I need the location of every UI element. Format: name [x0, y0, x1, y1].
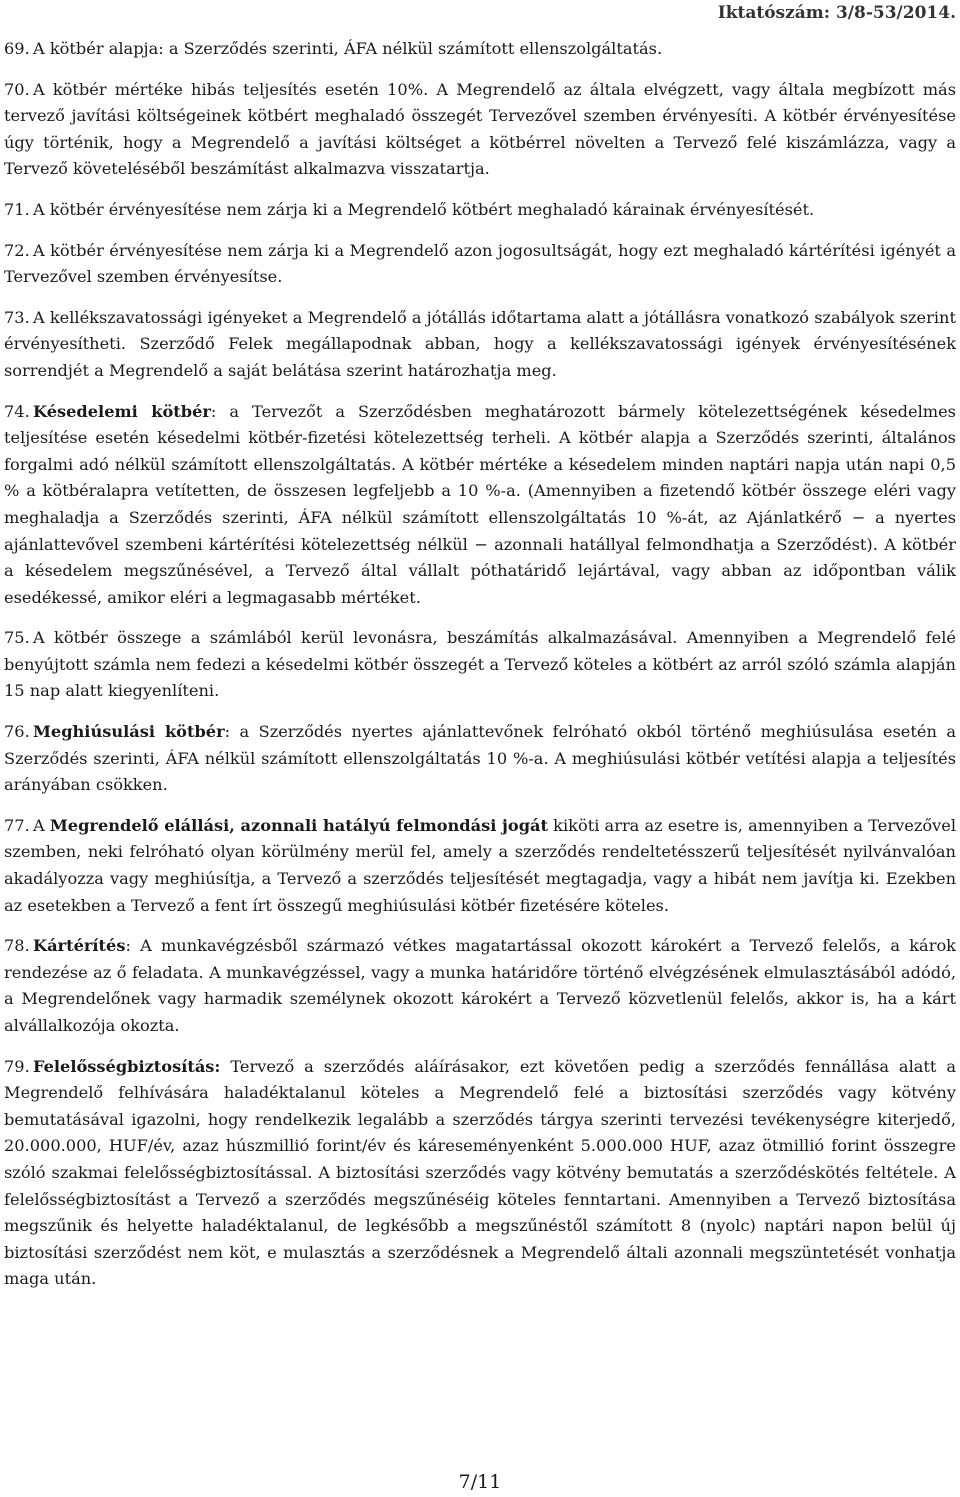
paragraph-number: 74.	[4, 401, 30, 421]
paragraph-text: A kötbér érvényesítése nem zárja ki a Megrendelő kötbért meghaladó kárainak érvényesítését.	[33, 199, 815, 219]
paragraph-number: 73.	[4, 307, 30, 327]
paragraph-78	[4, 933, 956, 1039]
paragraph-79	[4, 1054, 956, 1293]
page-number: 7/11	[458, 1471, 502, 1493]
paragraph-text: : a Szerződés nyertes ajánlattevőnek felróható okból történő meghiúsulása esetén a Szerződés szerinti, ÁFA nélkül számított ellenszolgáltatás 10 %-a. A meghiúsulási kötbér vetítési alapja a teljesítés arányában csökken.	[4, 722, 956, 795]
paragraph-number: 70.	[4, 79, 30, 99]
paragraph-text: A kötbér alapja: a Szerződés szerinti, ÁFA nélkül számított ellenszolgáltatás.	[33, 39, 663, 58]
paragraph-text: A kötbér összege a számlából kerül levonásra, beszámítás alkalmazásával. Amennyiben a Megrendelő felé benyújtott számla nem fedezi a késedelmi kötbér összegét a Tervező köteles a kötbért az arról szóló számla alapján 15 nap alatt kiegyenlíteni.	[4, 628, 956, 701]
paragraph-number: 72.	[4, 240, 30, 260]
paragraph-heading: Megrendelő elállási, azonnali hatályú felmondási jogát	[49, 815, 548, 835]
paragraph-75	[4, 625, 956, 705]
paragraph-number: 78.	[4, 936, 30, 956]
paragraph-prefix: A	[33, 815, 50, 835]
paragraph-number: 77.	[4, 815, 30, 835]
document-body	[4, 36, 956, 1307]
registration-number: Iktatószám: 3/8-53/2014.	[717, 3, 956, 23]
paragraph-73	[4, 305, 956, 385]
paragraph-71	[4, 197, 956, 224]
paragraph-heading: Meghiúsulási kötbér	[33, 722, 225, 742]
paragraph-text: A kellékszavatossági igényeket a Megrendelő a jótállás időtartama alatt a jótállásra vonatkozó szabályok szerint érvényesítheti. Szerződő Felek megállapodnak abban, hogy a kellékszavatossági igények érvényesítésének sorrendjét a Megrendelő a saját belátása szerint határozhatja meg.	[4, 307, 956, 380]
paragraph-number: 75.	[4, 628, 30, 648]
paragraph-number: 76.	[4, 722, 30, 742]
paragraph-text: A kötbér érvényesítése nem zárja ki a Megrendelő azon jogosultságát, hogy ezt meghaladó kártérítési igényét a Tervezővel szemben érvényesítse.	[4, 240, 956, 287]
paragraph-text: Tervező a szerződés aláírásakor, ezt követően pedig a szerződés fennállása alatt a Megrendelő felhívására haladéktalanul köteles a Megrendelő felé a biztosítási szerződés vagy kötvény bemutatásával igazolni, hogy rendelkezik legalább a szerződés tárgya szerinti tervezési tevékenységre kiterjedő, 20.000.000, HUF/év, azaz húszmillió forint/év és káreseményenként 5.000.000 HUF, azaz ötmillió forint összegre szóló szakmai felelősségbiztosítással. A biztosítási szerződés vagy kötvény bemutatás a szerződéskötés feltétele. A felelősségbiztosítást a Tervező a szerződés megszűnéséig köteles fenntartani. Amennyiben a Tervező biztosítása megszűnik és helyette haladéktalanul, de legkésőbb a megszűnéstől számított 8 (nyolc) naptári napon belül új biztosítási szerződést nem köt, e mulasztás a szerződésnek a Megrendelő általi azonnali megszüntetését vonhatja maga után.	[4, 1056, 956, 1289]
paragraph-number: 69.	[4, 39, 30, 58]
paragraph-72	[4, 238, 956, 291]
paragraph-77	[4, 813, 956, 919]
paragraph-heading: Felelősségbiztosítás:	[33, 1056, 221, 1076]
paragraph-text: A kötbér mértéke hibás teljesítés esetén 10%. A Megrendelő az általa elvégzett, vagy általa megbízott más tervező javítási költségeinek kötbért meghaladó összegét Tervezővel szemben érvényesíti. A kötbér érvényesítése úgy történik, hogy a Megrendelő a javítási költséget a kötbérrel növelten a Tervező felé kiszámlázza, vagy a Tervező követeléséből beszámítást alkalmazva visszatartja.	[4, 79, 956, 179]
paragraph-74	[4, 399, 956, 612]
paragraph-69	[4, 36, 956, 63]
paragraph-76	[4, 719, 956, 799]
paragraph-text: kiköti arra az esetre is, amennyiben a Tervezővel szemben, neki felróható olyan körülmény merül fel, amely a szerződés rendeltetésszerű teljesítését nyilvánvalóan akadályozza vagy meghiúsítja, a Tervező a szerződés teljesítését megtagadja, vagy a hibát nem javítja ki. Ezekben az esetekben a Tervező a fent írt összegű meghiúsulási kötbér fizetésére köteles.	[4, 815, 957, 915]
paragraph-number: 71.	[4, 199, 30, 219]
paragraph-text: : A munkavégzésből származó vétkes magatartással okozott károkért a Tervező felelős, a károk rendezése az ő feladata. A munkavégzéssel, vagy a munka határidőre történő elvégzésének elmulasztásából adódó, a Megrendelőnek vagy harmadik személynek okozott károkért a Tervező közvetlenül felelős, akkor is, ha a kárt alvállalkozója okozta.	[4, 936, 956, 1035]
paragraph-number: 79.	[4, 1056, 30, 1076]
paragraph-heading: Kártérítés	[33, 936, 126, 956]
paragraph-70	[4, 77, 956, 183]
paragraph-heading: Késedelemi kötbér	[33, 401, 211, 421]
paragraph-text: : a Tervezőt a Szerződésben meghatározott bármely kötelezettségének késedelmes teljesítése esetén késedelmi kötbér-fizetési kötelezettség terheli. A kötbér alapja a Szerződés szerinti, általános forgalmi adó nélkül számított ellenszolgáltatás. A kötbér mértéke a késedelem minden naptári napja után napi 0,5 % a kötbéralapra vetítetten, de összesen legfeljebb a 10 %-a. (Amennyiben a fizetendő kötbér összege eléri vagy meghaladja a Szerződés szerinti, ÁFA nélkül számított ellenszolgáltatás 10 %-át, az Ajánlatkérő − a nyertes ajánlattevővel szembeni kártérítési kötelezettség nélkül − azonnali hatállyal felmondhatja a Szerződést). A kötbér a késedelem megszűnésével, a Tervező által vállalt póthatáridő lejártával, vagy abban az időpontban válik esedékessé, amikor eléri a legmagasabb mértéket.	[4, 401, 956, 607]
